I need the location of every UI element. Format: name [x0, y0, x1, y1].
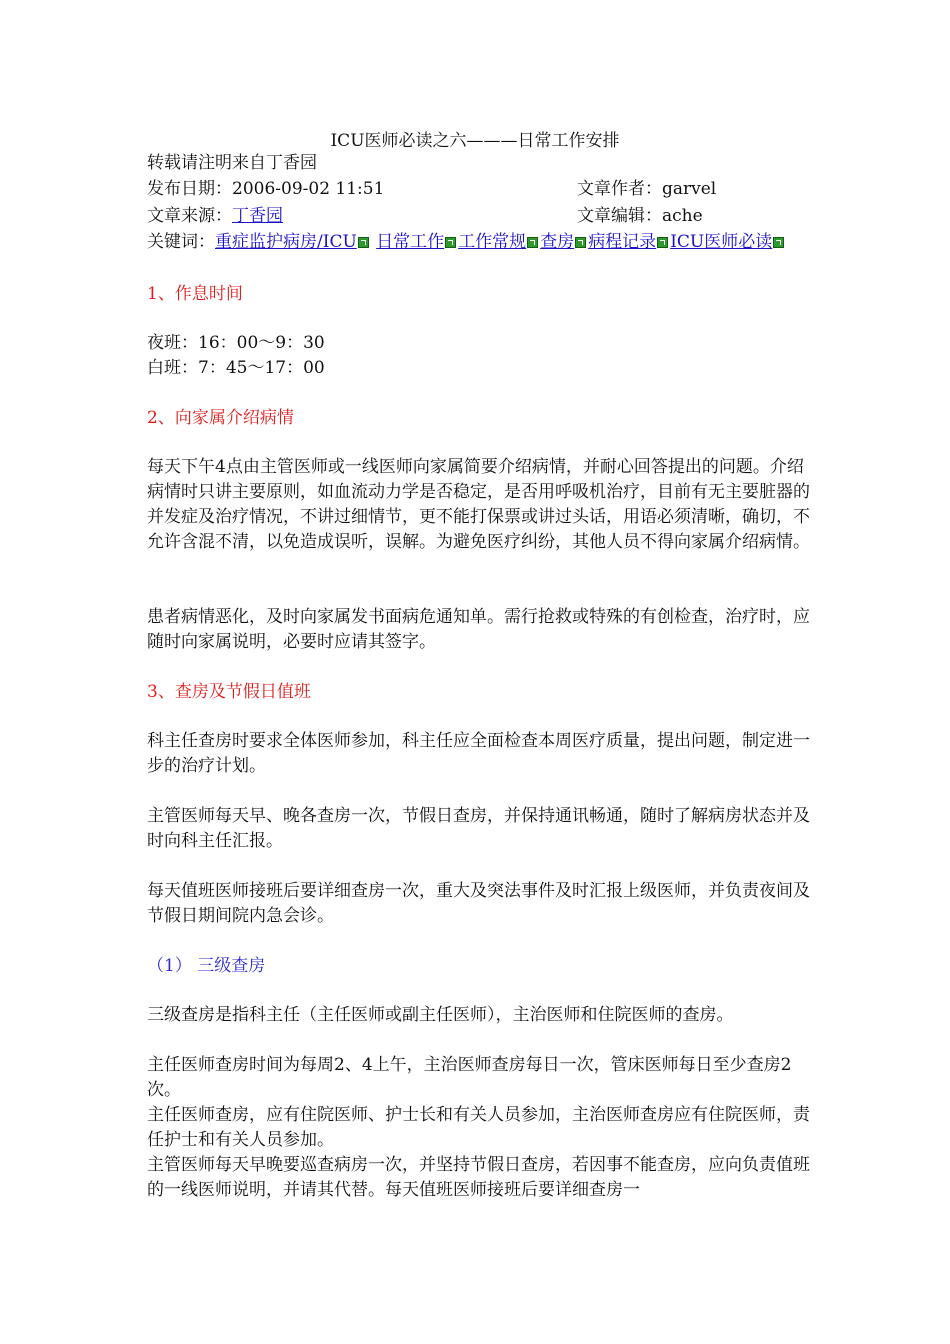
keyword-link[interactable]: 重症监护病房/ICU	[215, 232, 357, 252]
paragraph: 科主任查房时要求全体医师参加，科主任应全面检查本周医疗质量，提出问题，制定进一步的治疗计划。	[147, 731, 810, 776]
keyword-link[interactable]: 工作常规	[458, 232, 527, 252]
keyword-link[interactable]: ICU医师必读	[670, 232, 773, 252]
meta-row-source	[147, 203, 812, 229]
paragraph: 主管医师每天早晚要巡查病房一次，并坚持节假日查房，若因事不能查房，应向负责值班的一线医师说明，并请其代替。每天值班医师接班后要详细查房一	[147, 1155, 810, 1200]
keyword-link[interactable]: 查房	[540, 232, 575, 252]
keyword-link[interactable]: 日常工作	[376, 232, 445, 252]
keywords-label: 关键词：	[147, 232, 215, 252]
external-link-icon	[657, 237, 668, 248]
publish-date-value: 2006-09-02 11:51	[232, 179, 385, 199]
article-title: ICU医师必读之六———日常工作安排	[330, 131, 620, 151]
section-heading: 3、查房及节假日值班	[147, 682, 311, 702]
paragraph: 每天下午4点由主管医师或一线医师向家属简要介绍病情，并耐心回答提出的问题。介绍病情时只讲主要原则，如血流动力学是否稳定，是否用呼吸机治疗，目前有无主要脏器的并发症及治疗情况，不讲过细情节，更不能打保票或讲过头话，用语必须清晰，确切，不允许含混不清，以免造成误听，误解。为避免医疗纠纷，其他人员不得向家属介绍病情。	[147, 457, 810, 552]
section-heading: 2、向家属介绍病情	[147, 408, 294, 428]
paragraph: 三级查房是指科主任（主任医师或副主任医师），主治医师和住院医师的查房。	[147, 1005, 734, 1025]
author-label: 文章作者：	[577, 179, 662, 199]
keyword-link[interactable]: 病程记录	[588, 232, 657, 252]
subsection-heading: （1） 三级查房	[147, 956, 266, 976]
external-link-icon	[358, 237, 369, 248]
paragraph: 主任医师查房，应有住院医师、护士长和有关人员参加，主治医师查房应有住院医师，责任护士和有关人员参加。	[147, 1105, 810, 1150]
editor-value: ache	[662, 206, 703, 226]
article-author	[577, 176, 716, 202]
paragraph: 主管医师每天早、晚各查房一次，节假日查房，并保持通讯畅通，随时了解病房状态并及时向科主任汇报。	[147, 806, 810, 851]
external-link-icon	[575, 237, 586, 248]
source-link[interactable]: 丁香园	[232, 206, 283, 226]
night-shift-time: 夜班：16：00～9：30	[147, 333, 325, 353]
publish-date	[147, 176, 384, 202]
source-label: 文章来源：	[147, 206, 232, 226]
external-link-icon	[445, 237, 456, 248]
paragraph: 患者病情恶化，及时向家属发书面病危通知单。需行抢救或特殊的有创检查，治疗时，应随时向家属说明，必要时应请其签字。	[147, 607, 810, 652]
article-source	[147, 203, 283, 229]
author-value: garvel	[662, 179, 717, 199]
repost-notice: 转载请注明来自丁香园	[147, 153, 317, 173]
paragraph: 每天值班医师接班后要详细查房一次，重大及突法事件及时汇报上级医师，并负责夜间及节假日期间院内急会诊。	[147, 881, 810, 926]
editor-label: 文章编辑：	[577, 206, 662, 226]
publish-date-label: 发布日期：	[147, 179, 232, 199]
external-link-icon	[773, 237, 784, 248]
external-link-icon	[527, 237, 538, 248]
article-editor	[577, 203, 703, 229]
keywords	[147, 230, 812, 255]
section-heading: 1、作息时间	[147, 284, 243, 304]
day-shift-time: 白班：7：45～17：00	[147, 358, 325, 378]
meta-row-date	[147, 176, 812, 202]
paragraph: 主任医师查房时间为每周2、4上午，主治医师查房每日一次，管床医师每日至少查房2次。	[147, 1055, 792, 1100]
